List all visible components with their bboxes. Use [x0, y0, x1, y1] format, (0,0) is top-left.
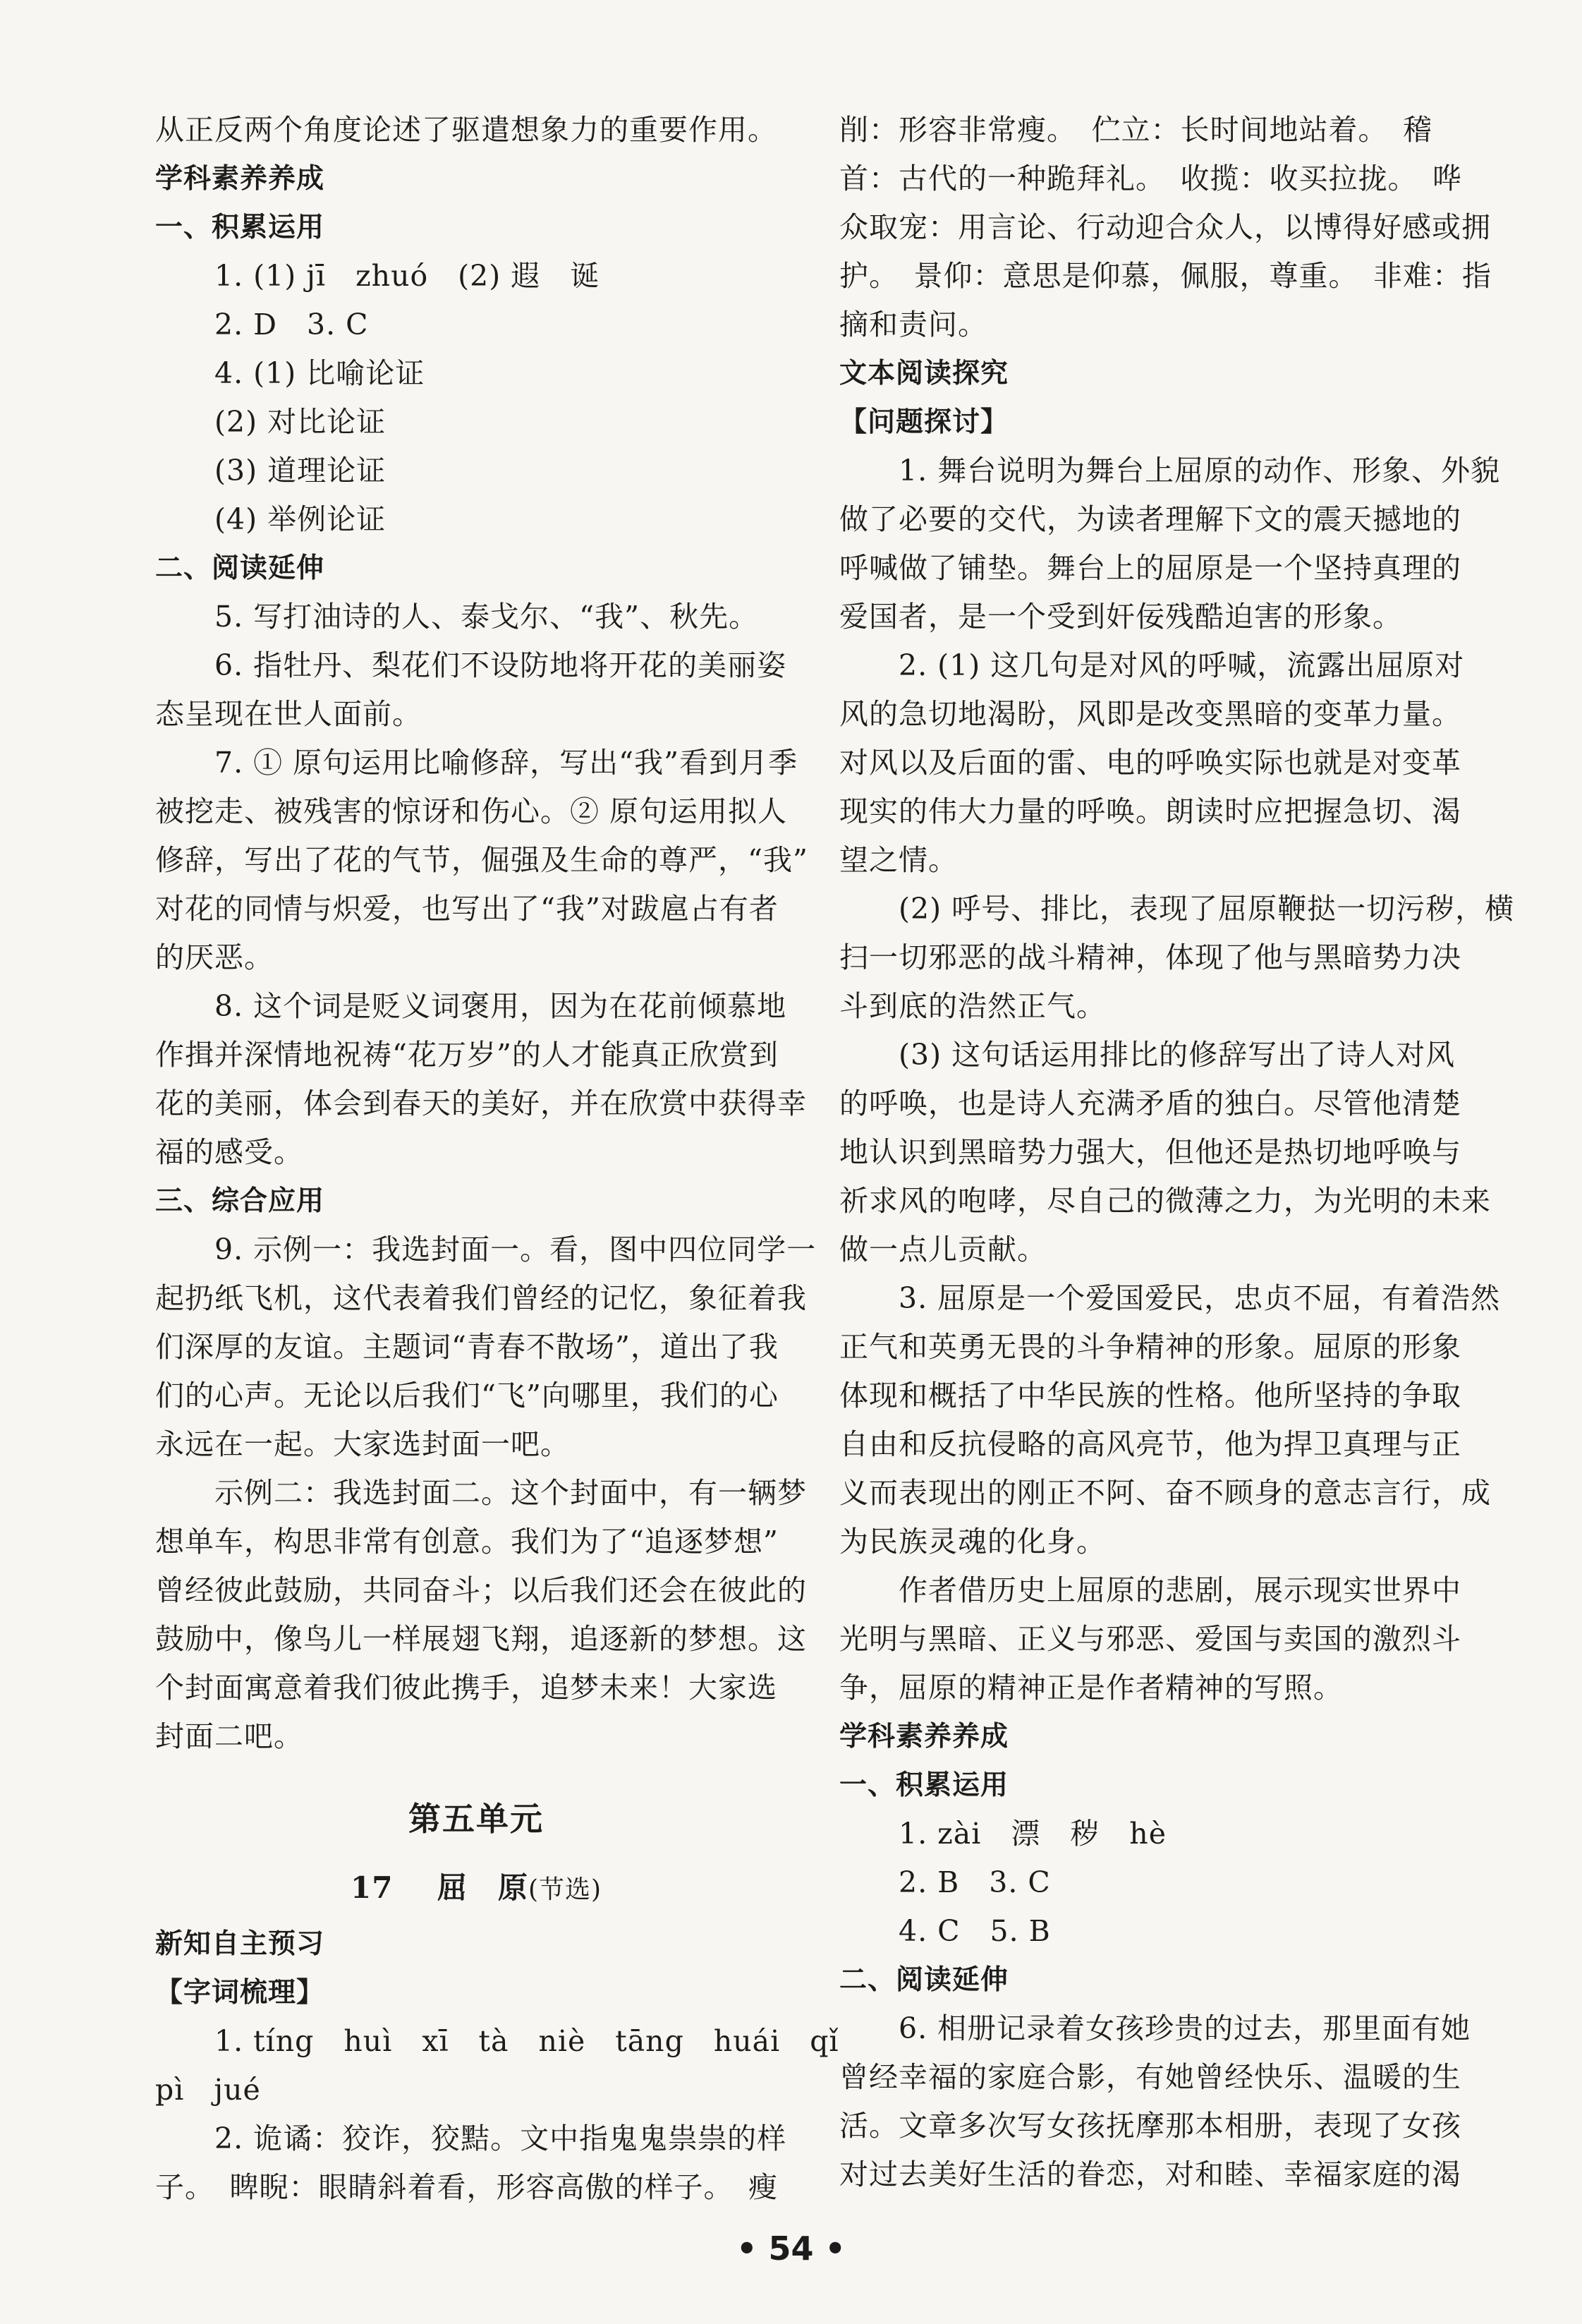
answer-line: 6. 指牡丹、梨花们不设防地将开花的美丽姿: [214, 648, 787, 682]
answer-line: 想单车，构思非常有创意。我们为了“追逐梦想”: [155, 1525, 779, 1559]
answer-line: 鼓励中，像鸟儿一样展翅飞翔，追逐新的梦想。这: [155, 1622, 807, 1656]
answer-line: 义而表现出的刚正不阿、奋不顾身的意志言行，成: [839, 1476, 1491, 1510]
answer-line: (2) 对比论证: [214, 405, 387, 439]
answer-line: 做了必要的交代，为读者理解下文的震天撼地的: [839, 502, 1461, 536]
answer-line: 的厌恶。: [155, 940, 274, 974]
answer-line: 作者借历史上屈原的悲剧，展示现实世界中: [899, 1573, 1461, 1607]
answer-line: 曾经幸福的家庭合影，有她曾经快乐、温暖的生: [839, 2060, 1461, 2094]
answer-line: 自由和反抗侵略的高风亮节，他为捍卫真理与正: [839, 1427, 1461, 1461]
answer-line: 修辞，写出了花的气节，倔强及生命的尊严，“我”: [155, 843, 808, 877]
answer-line: 护。 景仰：意思是仰慕，佩服，尊重。 非难：指: [839, 259, 1492, 293]
subsection-heading: 二、阅读延伸: [839, 1964, 1009, 1996]
page-number: • 54 •: [736, 2229, 846, 2268]
answer-line: 5. 写打油诗的人、泰戈尔、“我”、秋先。: [214, 600, 759, 634]
answer-line: 对过去美好生活的眷恋，对和睦、幸福家庭的渴: [839, 2157, 1461, 2191]
answer-line: 2. 诡谲：狡诈，狡黠。文中指鬼鬼祟祟的样: [214, 2122, 787, 2155]
subsection-heading: 一、积累运用: [155, 212, 325, 243]
answer-line: 作揖并深情地祝祷“花万岁”的人才能真正欣赏到: [155, 1038, 779, 1072]
answer-line: 为民族灵魂的化身。: [839, 1525, 1106, 1559]
answer-line: 2. D 3. C: [214, 308, 369, 341]
answer-line: 2. B 3. C: [899, 1865, 1051, 1899]
answer-line: 封面二吧。: [155, 1719, 303, 1753]
subsection-heading: 三、综合应用: [155, 1185, 325, 1217]
answer-line: 个封面寓意着我们彼此携手，追梦未来！大家选: [155, 1671, 777, 1705]
answer-line: 1. 舞台说明为舞台上屈原的动作、形象、外貌: [899, 454, 1501, 488]
subsection-heading: 二、阅读延伸: [155, 552, 325, 584]
answer-line: 地认识到黑暗势力强大，但他还是热切地呼唤与: [839, 1135, 1461, 1169]
answer-line: (3) 道理论证: [214, 454, 387, 488]
answer-line: 正气和英勇无畏的斗争精神的形象。屈原的形象: [839, 1330, 1461, 1364]
answer-line: 的呼唤，也是诗人充满矛盾的独白。尽管他清楚: [839, 1087, 1461, 1120]
answer-line: 7. ① 原句运用比喻修辞，写出“我”看到月季: [214, 746, 798, 780]
section-heading: 新知自主预习: [155, 1928, 325, 1960]
answer-line: 们的心声。无论以后我们“飞”向哪里，我们的心: [155, 1379, 779, 1412]
answer-line: 呼喊做了铺垫。舞台上的屈原是一个坚持真理的: [839, 551, 1461, 585]
answer-line: 扫一切邪恶的战斗精神，体现了他与黑暗势力决: [839, 940, 1461, 974]
bracket-heading: 【字词梳理】: [155, 1977, 325, 2009]
right-column: [839, 106, 1515, 2199]
answer-line: 被挖走、被残害的惊讶和伤心。② 原句运用拟人: [155, 794, 788, 828]
lesson-note: (节选): [528, 1875, 602, 1904]
answer-line: 福的感受。: [155, 1135, 303, 1169]
answer-line: 3. 屈原是一个爱国爱民，忠贞不屈，有着浩然: [899, 1281, 1501, 1315]
lesson-title: [155, 1865, 797, 1913]
answer-line: 们深厚的友谊。主题词“青春不散场”，道出了我: [155, 1330, 779, 1364]
text-line: 从正反两个角度论述了驱遣想象力的重要作用。: [155, 113, 777, 147]
answer-line: 爱国者，是一个受到奸佞残酷迫害的形象。: [839, 600, 1402, 634]
answer-line: 削：形容非常瘦。 伫立：长时间地站着。 稽: [839, 113, 1432, 147]
answer-line: 6. 相册记录着女孩珍贵的过去，那里面有她: [899, 2011, 1471, 2045]
answer-line: 子。 睥睨：眼睛斜着看，形容高傲的样子。 瘦: [155, 2170, 778, 2204]
answer-line: 对风以及后面的雷、电的呼唤实际也就是对变革: [839, 746, 1461, 780]
answer-line: 4. C 5. B: [899, 1914, 1051, 1948]
answer-line: pì jué: [155, 2073, 261, 2107]
answer-line: 光明与黑暗、正义与邪恶、爱国与卖国的激烈斗: [839, 1622, 1461, 1656]
answer-line: (2) 呼号、排比，表现了屈原鞭挞一切污秽，横: [899, 892, 1515, 926]
answer-line: 4. (1) 比喻论证: [214, 356, 425, 390]
answer-line: 1. (1) jī zhuó (2) 遐 诞: [214, 259, 600, 293]
answer-line: 态呈现在世人面前。: [155, 697, 422, 731]
answer-line: 摘和责问。: [839, 308, 987, 341]
answer-line: 风的急切地渴盼，风即是改变黑暗的变革力量。: [839, 697, 1461, 731]
answer-line: 1. tíng huì xī tà niè tāng huái qǐ: [214, 2024, 839, 2058]
answer-line: 花的美丽，体会到春天的美好，并在欣赏中获得幸: [155, 1087, 807, 1120]
bracket-heading: 【问题探讨】: [839, 406, 1009, 438]
answer-line: 众取宠：用言论、行动迎合众人，以博得好感或拥: [839, 210, 1491, 244]
answer-line: 起扔纸飞机，这代表着我们曾经的记忆，象征着我: [155, 1281, 807, 1315]
lesson-number: 17: [350, 1870, 394, 1905]
lesson-name: 屈 原: [437, 1870, 528, 1905]
answer-line: 体现和概括了中华民族的性格。他所坚持的争取: [839, 1379, 1461, 1412]
answer-line: 对花的同情与炽爱，也写出了“我”对跋扈占有者: [155, 892, 779, 926]
section-heading: 学科素养养成: [839, 1721, 1009, 1753]
section-heading: 学科素养养成: [155, 163, 325, 195]
answer-line: (4) 举例论证: [214, 502, 387, 536]
answer-line: 8. 这个词是贬义词褒用，因为在花前倾慕地: [214, 989, 787, 1023]
left-column: [155, 106, 839, 2212]
unit-title: 第五单元: [408, 1800, 544, 1838]
answer-line: 1. zài 漂 秽 hè: [899, 1817, 1167, 1851]
subsection-heading: 一、积累运用: [839, 1769, 1009, 1801]
answer-line: 祈求风的咆哮，尽自己的微薄之力，为光明的未来: [839, 1184, 1491, 1218]
answer-line: 示例二：我选封面二。这个封面中，有一辆梦: [214, 1476, 807, 1510]
answer-line: (3) 这句话运用排比的修辞写出了诗人对风: [899, 1038, 1456, 1072]
answer-line: 活。文章多次写女孩抚摩那本相册，表现了女孩: [839, 2109, 1461, 2143]
answer-line: 望之情。: [839, 843, 958, 877]
answer-line: 9. 示例一：我选封面一。看，图中四位同学一: [214, 1233, 817, 1266]
answer-line: 曾经彼此鼓励，共同奋斗；以后我们还会在彼此的: [155, 1573, 807, 1607]
answer-line: 永远在一起。大家选封面一吧。: [155, 1427, 570, 1461]
answer-line: 现实的伟大力量的呼唤。朗读时应把握急切、渴: [839, 794, 1461, 828]
answer-line: 争，屈原的精神正是作者精神的写照。: [839, 1671, 1343, 1705]
answer-line: 斗到底的浩然正气。: [839, 989, 1106, 1023]
section-heading: 文本阅读探究: [839, 358, 1009, 389]
answer-line: 做一点儿贡献。: [839, 1233, 1047, 1266]
answer-line: 首：古代的一种跪拜礼。 收揽：收买拉拢。 哗: [839, 162, 1462, 195]
answer-line: 2. (1) 这几句是对风的呼喊，流露出屈原对: [899, 648, 1465, 682]
